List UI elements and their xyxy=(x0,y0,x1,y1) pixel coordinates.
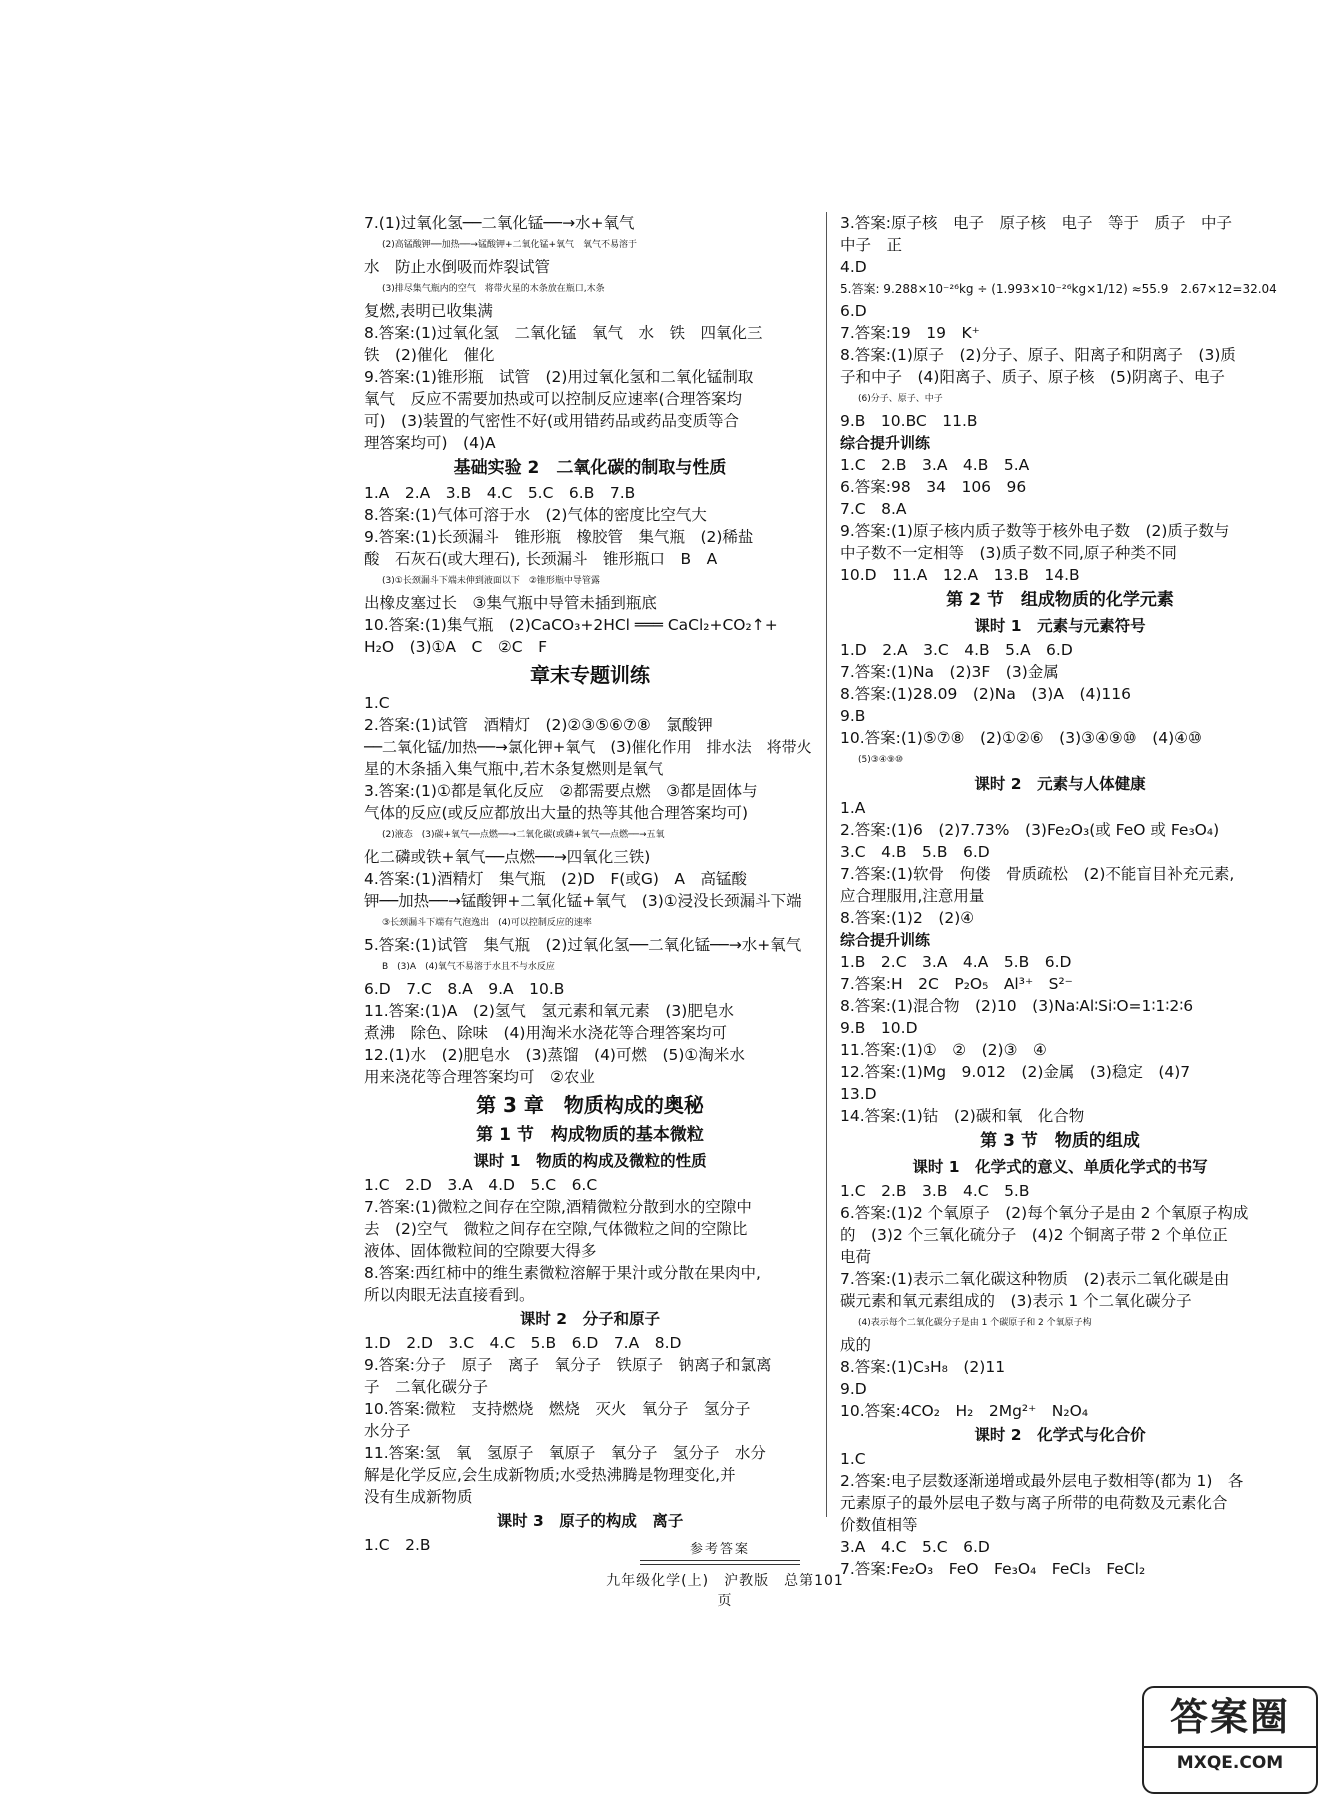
answer-line: 9.D xyxy=(840,1380,867,1398)
answer-line: (6)分子、原子、中子 xyxy=(858,394,943,404)
answer-line: 1.C 2.B xyxy=(364,1536,431,1554)
answer-line: 9.答案:(1)长颈漏斗 锥形瓶 橡胶管 集气瓶 (2)稀盐 xyxy=(364,528,754,546)
answer-line: 7.答案:19 19 K⁺ xyxy=(840,324,980,342)
answer-line: 9.B xyxy=(840,707,866,725)
answer-line: 用来浇花等合理答案均可 ②农业 xyxy=(364,1068,595,1086)
answer-line: 1.A 2.A 3.B 4.C 5.C 6.B 7.B xyxy=(364,484,636,502)
answer-line: 7.答案:(1)软骨 佝偻 骨质疏松 (2)不能盲目补充元素, xyxy=(840,865,1235,883)
answer-line: 复燃,表明已收集满 xyxy=(364,302,493,320)
answer-line: 没有生成新物质 xyxy=(364,1488,473,1506)
answer-line: 4.答案:(1)酒精灯 集气瓶 (2)D F(或G) A 高锰酸 xyxy=(364,870,747,888)
answer-line: 8.答案:(1)混合物 (2)10 (3)Na∶Al∶Si∶O=1∶1∶2∶6 xyxy=(840,997,1194,1015)
footer-rule xyxy=(640,1564,800,1565)
answer-line: 铁 (2)催化 催化 xyxy=(364,346,495,364)
answer-line: 应合理服用,注意用量 xyxy=(840,887,985,905)
answer-line: 碳元素和氧元素组成的 (3)表示 1 个二氧化碳分子 xyxy=(840,1292,1192,1310)
answer-line: 解是化学反应,会生成新物质;水受热沸腾是物理变化,并 xyxy=(364,1466,736,1484)
section-heading: 第 3 节 物质的组成 xyxy=(980,1131,1140,1151)
watermark-site: MXQE.COM xyxy=(1144,1746,1316,1778)
answer-line: 9.答案:(1)锥形瓶 试管 (2)用过氧化氢和二氧化锰制取 xyxy=(364,368,754,386)
section-heading: 第 1 节 构成物质的基本微粒 xyxy=(476,1125,704,1145)
answer-line: 1.D 2.D 3.C 4.C 5.B 6.D 7.A 8.D xyxy=(364,1334,682,1352)
answer-line: 3.A 4.C 5.C 6.D xyxy=(840,1538,990,1556)
answer-line: 可) (3)装置的气密性不好(或用错药品或药品变质等合 xyxy=(364,412,740,430)
answer-line: 的 (3)2 个三氧化硫分子 (4)2 个铜离子带 2 个单位正 xyxy=(840,1226,1228,1244)
answer-line: (3)①长颈漏斗下端未伸到液面以下 ②锥形瓶中导管露 xyxy=(382,576,600,586)
column-divider xyxy=(826,212,827,1517)
lesson-heading: 课时 3 原子的构成 离子 xyxy=(496,1512,684,1530)
section-heading: 第 2 节 组成物质的化学元素 xyxy=(946,590,1174,610)
lesson-heading: 课时 2 化学式与化合价 xyxy=(974,1426,1146,1444)
answer-line: 水分子 xyxy=(364,1422,411,1440)
answer-line: 6.答案:(1)2 个氧原子 (2)每个氧分子是由 2 个氧原子构成 xyxy=(840,1204,1249,1222)
answer-line: 星的木条插入集气瓶中,若木条复燃则是氧气 xyxy=(364,760,664,778)
answer-line: 7.答案:H 2C P₂O₅ Al³⁺ S²⁻ xyxy=(840,975,1073,993)
answer-line: 价数值相等 xyxy=(840,1516,918,1534)
answer-line: 8.答案:(1)过氧化氢 二氧化锰 氧气 水 铁 四氧化三 xyxy=(364,324,763,342)
answer-line: 10.答案:(1)⑤⑦⑧ (2)①②⑥ (3)③④⑨⑩ (4)④⑩ xyxy=(840,729,1202,747)
answer-line: B (3)A (4)氧气不易溶于水且不与水反应 xyxy=(382,962,555,972)
answer-line: 1.C xyxy=(840,1450,866,1468)
answer-line: 元素原子的最外层电子数与离子所带的电荷数及元素化合 xyxy=(840,1494,1228,1512)
answer-line: 子 二氧化碳分子 xyxy=(364,1378,489,1396)
lesson-heading: 课时 1 元素与元素符号 xyxy=(974,617,1146,635)
subsection-heading: 综合提升训练 xyxy=(840,434,931,452)
footer-label: 参考答案 xyxy=(690,1542,751,1557)
answer-line: (5)③④⑨⑩ xyxy=(858,755,904,765)
answer-line: 中子数不一定相等 (3)质子数不同,原子种类不同 xyxy=(840,544,1177,562)
answer-line: (4)表示每个二氧化碳分子是由 1 个碳原子和 2 个氧原子构 xyxy=(858,1318,1092,1328)
answer-line: 1.B 2.C 3.A 4.A 5.B 6.D xyxy=(840,953,1072,971)
answer-line: 7.C 8.A xyxy=(840,500,907,518)
lesson-heading: 课时 2 元素与人体健康 xyxy=(974,775,1146,793)
chapter-heading: 第 3 章 物质构成的奥秘 xyxy=(476,1093,704,1117)
answer-line: 7.答案:Fe₂O₃ FeO Fe₃O₄ FeCl₃ FeCl₂ xyxy=(840,1560,1146,1578)
answer-line: 电荷 xyxy=(840,1248,872,1266)
footer-page-info: 九年级化学(上) 沪教版 总第101页 xyxy=(606,1573,844,1609)
answer-line: 3.C 4.B 5.B 6.D xyxy=(840,843,990,861)
answer-line: 2.答案:(1)6 (2)7.73% (3)Fe₂O₃(或 FeO 或 Fe₃O₄) xyxy=(840,821,1220,839)
answer-line: 去 (2)空气 微粒之间存在空隙,气体微粒之间的空隙比 xyxy=(364,1220,748,1238)
answer-line: (3)排尽集气瓶内的空气 将带火星的木条放在瓶口,木条 xyxy=(382,284,605,294)
answer-line: 9.答案:(1)原子核内质子数等于核外电子数 (2)质子数与 xyxy=(840,522,1230,540)
answer-line: 9.答案:分子 原子 离子 氧分子 铁原子 钠离子和氯离 xyxy=(364,1356,772,1374)
answer-column-left xyxy=(364,212,816,1556)
answer-line: 理答案均可) (4)A xyxy=(364,434,496,452)
chapter-heading: 章末专题训练 xyxy=(530,663,650,687)
lesson-heading: 课时 1 化学式的意义、单质化学式的书写 xyxy=(912,1158,1208,1176)
answer-line: ③长颈漏斗下端有气泡逸出 (4)可以控制反应的速率 xyxy=(382,918,592,928)
answer-line: 7.答案:(1)微粒之间存在空隙,酒精微粒分散到水的空隙中 xyxy=(364,1198,752,1216)
answer-line: 中子 正 xyxy=(840,236,903,254)
answer-line: (2)高锰酸钾──加热──→锰酸钾+二氧化锰+氧气 氧气不易溶于 xyxy=(382,240,638,250)
answer-line: (2)液态 (3)碳+氧气──点燃──→二氧化碳(或磷+氧气──点燃──→五氧 xyxy=(382,830,665,840)
answer-line: 8.答案:(1)28.09 (2)Na (3)A (4)116 xyxy=(840,685,1131,703)
answer-line: 液体、固体微粒间的空隙要大得多 xyxy=(364,1242,597,1260)
answer-line: 8.答案:(1)C₃H₈ (2)11 xyxy=(840,1358,1006,1376)
answer-line: 所以肉眼无法直接看到。 xyxy=(364,1286,535,1304)
answer-line: 10.答案:微粒 支持燃烧 燃烧 灭火 氧分子 氢分子 xyxy=(364,1400,751,1418)
answer-line: 11.答案:(1)① ② (2)③ ④ xyxy=(840,1041,1047,1059)
watermark-title: 答案圈 xyxy=(1169,1695,1290,1739)
answer-line: 3.答案:(1)①都是氧化反应 ②都需要点燃 ③都是固体与 xyxy=(364,782,758,800)
answer-line: 子和中子 (4)阳离子、质子、原子核 (5)阴离子、电子 xyxy=(840,368,1225,386)
footer-rule xyxy=(640,1560,800,1561)
answer-line: 12.答案:(1)Mg 9.012 (2)金属 (3)稳定 (4)7 xyxy=(840,1063,1191,1081)
watermark-logo xyxy=(1142,1686,1318,1794)
answer-line: 出橡皮塞过长 ③集气瓶中导管未插到瓶底 xyxy=(364,594,657,612)
subsection-heading: 综合提升训练 xyxy=(840,931,931,949)
answer-line: 1.C xyxy=(364,694,390,712)
answer-line: 6.D 7.C 8.A 9.A 10.B xyxy=(364,980,565,998)
answer-line: 1.C 2.B 3.B 4.C 5.B xyxy=(840,1182,1030,1200)
answer-line: 6.D xyxy=(840,302,867,320)
answer-line: 11.答案:氢 氧 氢原子 氧原子 氧分子 氢分子 水分 xyxy=(364,1444,766,1462)
answer-line: 9.B 10.BC 11.B xyxy=(840,412,978,430)
answer-line: 8.答案:(1)气体可溶于水 (2)气体的密度比空气大 xyxy=(364,506,707,524)
answer-line: 2.答案:电子层数逐渐递增或最外层电子数相等(都为 1) 各 xyxy=(840,1472,1244,1490)
answer-line: 8.答案:(1)原子 (2)分子、原子、阳离子和阴离子 (3)质 xyxy=(840,346,1236,364)
answer-line: 水 防止水倒吸而炸裂试管 xyxy=(364,258,551,276)
answer-column-right xyxy=(840,212,1280,1580)
answer-line: 4.D xyxy=(840,258,867,276)
answer-line: 12.(1)水 (2)肥皂水 (3)蒸馏 (4)可燃 (5)①淘米水 xyxy=(364,1046,745,1064)
answer-line: 8.答案:(1)2 (2)④ xyxy=(840,909,975,927)
answer-line: 化二磷或铁+氧气──点燃──→四氧化三铁) xyxy=(364,848,651,866)
answer-line: 1.D 2.A 3.C 4.B 5.A 6.D xyxy=(840,641,1073,659)
answer-line: 1.C 2.D 3.A 4.D 5.C 6.C xyxy=(364,1176,598,1194)
lesson-heading: 课时 1 物质的构成及微粒的性质 xyxy=(473,1152,707,1170)
section-heading: 基础实验 2 二氧化碳的制取与性质 xyxy=(453,458,727,478)
answer-line: 5.答案: 9.288×10⁻²⁶kg ÷ (1.993×10⁻²⁶kg×1/12) ≈55.9 2.67×12=32.04 xyxy=(840,282,1277,296)
answer-line: 氧气 反应不需要加热或可以控制反应速率(合理答案均 xyxy=(364,390,743,408)
answer-line: 11.答案:(1)A (2)氢气 氢元素和氧元素 (3)肥皂水 xyxy=(364,1002,734,1020)
answer-line: 1.C 2.B 3.A 4.B 5.A xyxy=(840,456,1030,474)
answer-line: 5.答案:(1)试管 集气瓶 (2)过氧化氢──二氧化锰──→水+氧气 xyxy=(364,936,802,954)
answer-line: 3.答案:原子核 电子 原子核 电子 等于 质子 中子 xyxy=(840,214,1233,232)
answer-line: 10.D 11.A 12.A 13.B 14.B xyxy=(840,566,1080,584)
answer-line: 14.答案:(1)钴 (2)碳和氧 化合物 xyxy=(840,1107,1085,1125)
answer-line: H₂O (3)①A C ②C F xyxy=(364,638,547,656)
answer-line: 7.答案:(1)表示二氧化碳这种物质 (2)表示二氧化碳是由 xyxy=(840,1270,1230,1288)
answer-line: ──二氧化锰/加热──→氯化钾+氧气 (3)催化作用 排水法 将带火 xyxy=(364,738,812,756)
answer-line: 煮沸 除色、除味 (4)用淘米水浇花等合理答案均可 xyxy=(364,1024,727,1042)
answer-line: 7.(1)过氧化氢──二氧化锰──→水+氧气 xyxy=(364,214,635,232)
answer-line: 9.B 10.D xyxy=(840,1019,918,1037)
answer-line: 13.D xyxy=(840,1085,877,1103)
answer-line: 10.答案:(1)集气瓶 (2)CaCO₃+2HCl ═══ CaCl₂+CO₂↑+ xyxy=(364,616,778,634)
answer-line: 6.答案:98 34 106 96 xyxy=(840,478,1027,496)
answer-line: 7.答案:(1)Na (2)3F (3)金属 xyxy=(840,663,1059,681)
answer-line: 2.答案:(1)试管 酒精灯 (2)②③⑤⑥⑦⑧ 氯酸钾 xyxy=(364,716,713,734)
answer-line: 10.答案:4CO₂ H₂ 2Mg²⁺ N₂O₄ xyxy=(840,1402,1089,1420)
lesson-heading: 课时 2 分子和原子 xyxy=(519,1310,661,1328)
answer-line: 8.答案:西红柿中的维生素微粒溶解于果汁或分散在果肉中, xyxy=(364,1264,761,1282)
answer-line: 成的 xyxy=(840,1336,872,1354)
answer-line: 气体的反应(或反应都放出大量的热等其他合理答案均可) xyxy=(364,804,749,822)
answer-line: 1.A xyxy=(840,799,866,817)
answer-line: 钾──加热──→锰酸钾+二氧化锰+氧气 (3)①浸没长颈漏斗下端 xyxy=(364,892,802,910)
answer-line: 酸 石灰石(或大理石), 长颈漏斗 锥形瓶口 B A xyxy=(364,550,718,568)
